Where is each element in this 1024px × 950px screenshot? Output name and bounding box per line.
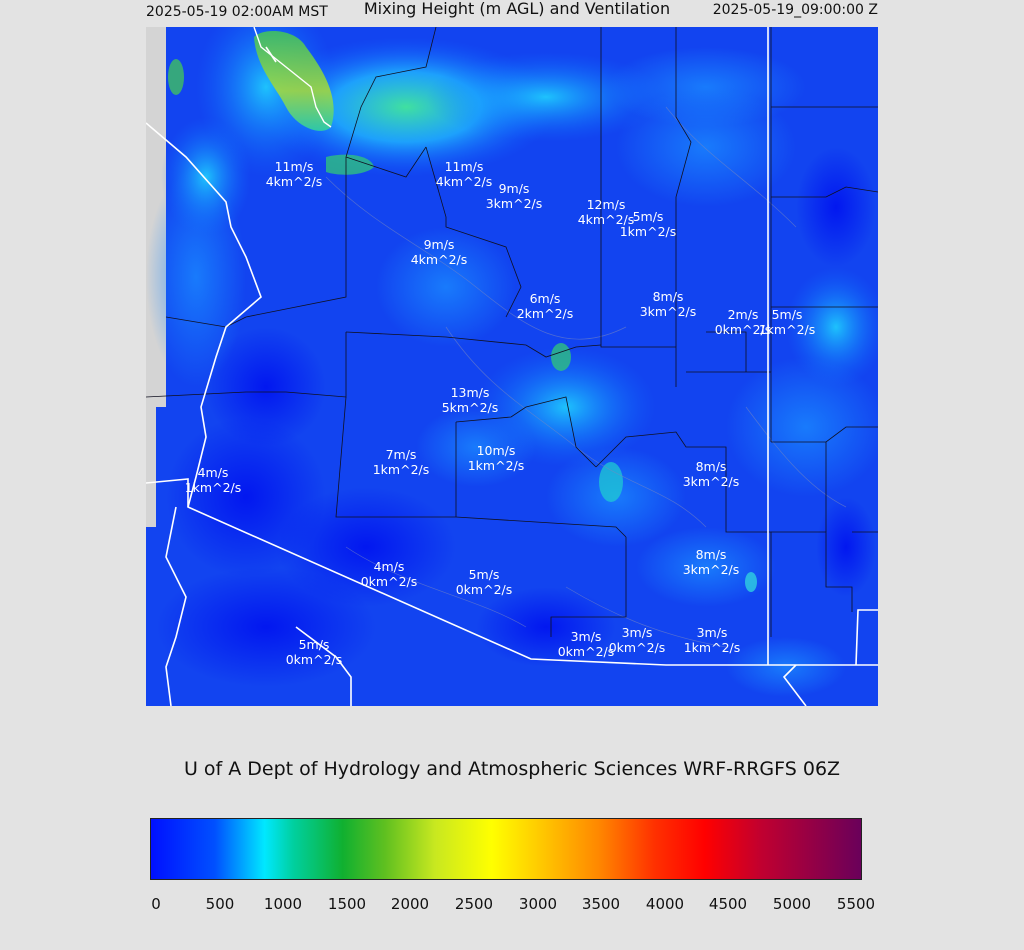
station-wind: 3m/s bbox=[696, 625, 728, 640]
station-wind: 11m/s bbox=[274, 159, 314, 174]
station-wind: 12m/s bbox=[586, 197, 626, 212]
station-ventilation: 0km^2/s bbox=[360, 574, 418, 589]
map-panel bbox=[146, 27, 878, 706]
colorbar bbox=[150, 818, 862, 880]
colorbar-tick-label: 5500 bbox=[836, 895, 876, 913]
local-time: 2025-05-19 02:00AM MST bbox=[146, 4, 328, 20]
station-wind: 11m/s bbox=[444, 159, 484, 174]
station-wind: 2m/s bbox=[727, 307, 759, 322]
station-wind: 8m/s bbox=[695, 459, 727, 474]
station-wind: 8m/s bbox=[652, 289, 684, 304]
station-ventilation: 3km^2/s bbox=[682, 562, 740, 577]
station-wind: 6m/s bbox=[529, 291, 561, 306]
station-wind: 5m/s bbox=[468, 567, 500, 582]
credit-line: U of A Dept of Hydrology and Atmospheric Sciences WRF-RRGFS 06Z bbox=[183, 758, 841, 780]
station-ventilation: 3km^2/s bbox=[682, 474, 740, 489]
station-ventilation: 0km^2/s bbox=[714, 322, 772, 337]
station-ventilation: 1km^2/s bbox=[683, 640, 741, 655]
colorbar-tick-label: 5000 bbox=[772, 895, 812, 913]
station-ventilation: 1km^2/s bbox=[372, 462, 430, 477]
colorbar-tick-label: 500 bbox=[205, 895, 235, 913]
station-wind: 10m/s bbox=[476, 443, 516, 458]
station-wind: 5m/s bbox=[298, 637, 330, 652]
utc-time: 2025-05-19_09:00:00 Z bbox=[712, 2, 878, 18]
station-ventilation: 3km^2/s bbox=[485, 196, 543, 211]
colorbar-tick-label: 4000 bbox=[645, 895, 685, 913]
colorbar-tick-label: 3500 bbox=[581, 895, 621, 913]
station-ventilation: 0km^2/s bbox=[608, 640, 666, 655]
station-wind: 3m/s bbox=[621, 625, 653, 640]
station-wind: 3m/s bbox=[570, 629, 602, 644]
station-wind: 5m/s bbox=[771, 307, 803, 322]
colorbar-tick-label: 1500 bbox=[327, 895, 367, 913]
station-ventilation: 0km^2/s bbox=[557, 644, 615, 659]
mixing-height-map bbox=[146, 27, 878, 706]
station-ventilation: 1km^2/s bbox=[758, 322, 816, 337]
station-ventilation: 0km^2/s bbox=[285, 652, 343, 667]
station-wind: 7m/s bbox=[385, 447, 417, 462]
station-ventilation: 5km^2/s bbox=[441, 400, 499, 415]
colorbar-tick-label: 2500 bbox=[454, 895, 494, 913]
station-ventilation: 0km^2/s bbox=[455, 582, 513, 597]
station-ventilation: 1km^2/s bbox=[184, 480, 242, 495]
station-wind: 4m/s bbox=[373, 559, 405, 574]
station-ventilation: 4km^2/s bbox=[410, 252, 468, 267]
colorbar-tick-label: 4500 bbox=[708, 895, 748, 913]
station-ventilation: 3km^2/s bbox=[639, 304, 697, 319]
station-ventilation: 1km^2/s bbox=[467, 458, 525, 473]
station-wind: 4m/s bbox=[197, 465, 229, 480]
colorbar-tick-label: 2000 bbox=[390, 895, 430, 913]
station-wind: 9m/s bbox=[498, 181, 530, 196]
map-title: Mixing Height (m AGL) and Ventilation bbox=[363, 0, 671, 18]
station-ventilation: 4km^2/s bbox=[577, 212, 635, 227]
colorbar-gradient bbox=[150, 818, 862, 880]
station-ventilation: 2km^2/s bbox=[516, 306, 574, 321]
station-wind: 9m/s bbox=[423, 237, 455, 252]
colorbar-tick-label: 3000 bbox=[518, 895, 558, 913]
station-ventilation: 4km^2/s bbox=[435, 174, 493, 189]
station-wind: 5m/s bbox=[632, 209, 664, 224]
colorbar-ticks bbox=[150, 895, 876, 915]
colorbar-tick-label: 0 bbox=[151, 895, 161, 913]
colorbar-tick-label: 1000 bbox=[263, 895, 303, 913]
station-ventilation: 1km^2/s bbox=[619, 224, 677, 239]
station-wind: 8m/s bbox=[695, 547, 727, 562]
station-wind: 13m/s bbox=[450, 385, 490, 400]
station-ventilation: 4km^2/s bbox=[265, 174, 323, 189]
